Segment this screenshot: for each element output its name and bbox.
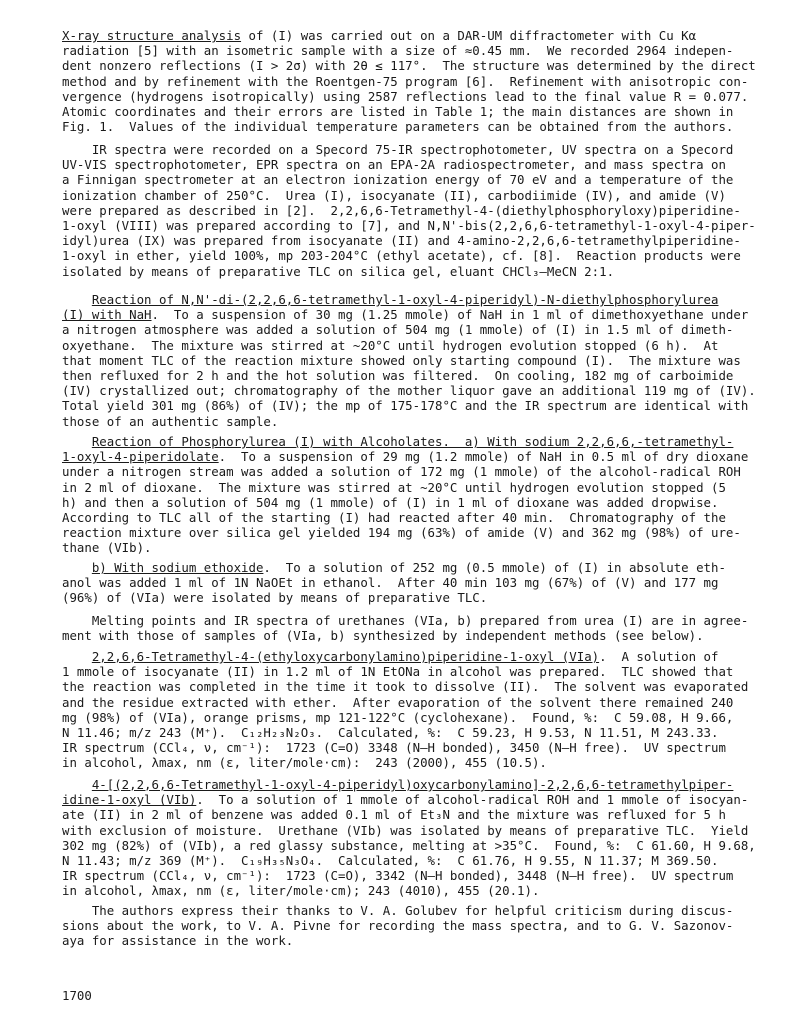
text-line (62, 495, 752, 510)
text-line (62, 157, 752, 172)
text-segment: . To a suspension of 30 mg (1.25 mmole) of NaH in 1 ml of dimethoxyethane under (151, 307, 749, 323)
text-segment: 1 mmole of isocyanate (II) in 1.2 ml of 1N EtONa in alcohol was prepared. TLC showed that (62, 664, 734, 680)
text-line (62, 628, 752, 643)
text-line (62, 434, 752, 449)
text-line (62, 755, 752, 770)
text-segment: isolated by means of preparative TLC on silica gel, eluant CHCl₃–MeCN 2:1. (62, 263, 615, 279)
text-line (62, 918, 752, 933)
text-line (62, 710, 752, 725)
text-line (62, 837, 756, 853)
text-segment: in alcohol, λmax, nm (ε, liter/mole·cm); 243 (4010), 455 (20.1). (62, 883, 540, 899)
text-segment: ionization chamber of 250°C. Urea (I), isocyanate (II), carbodiimide (IV), and amide (V) (62, 187, 726, 203)
text-line (62, 368, 752, 383)
text-line (62, 398, 752, 413)
text-line (62, 664, 752, 679)
para-compound-vib (62, 777, 756, 899)
text-segment: mg (98%) of (VIa), orange prisms, mp 121-122°C (cyclohexane). Found, %: C 59.08, H 9.66, (62, 709, 734, 725)
text-line (62, 338, 752, 353)
text-segment: thane (VIb). (62, 540, 152, 556)
text-segment: . To a solution of 252 mg (0.5 mmole) of (I) in absolute eth- (263, 560, 726, 575)
underlined-heading-text: X-ray structure analysis (62, 28, 242, 43)
text-segment: ate (II) in 2 ml of benzene was added 0.1 ml of Et₃N and the mixture was refluxed for 5 h (62, 807, 726, 823)
text-segment (62, 560, 92, 575)
text-segment: h) and then a solution of 504 mg (1 mmole) of (I) in 1 ml of dioxane was added dropwise. (62, 494, 719, 510)
text-segment: a Finnigan spectrometer at an electron ionization energy of 70 eV and a temperature of the (62, 172, 734, 188)
text-segment: vergence (hydrogens isotropically) using 2587 reflections lead to the final value R = 0.077. (62, 88, 749, 104)
para-sodium-ethoxide (62, 560, 752, 606)
text-line (62, 807, 752, 822)
text-line (62, 464, 752, 479)
text-line (62, 142, 752, 157)
text-segment: The authors express their thanks to V. A. Golubev for helpful criticism during discus- (62, 903, 734, 918)
text-segment: Atomic coordinates and their errors are listed in Table 1; the main distances are shown in (62, 104, 734, 120)
text-segment: then refluxed for 2 h and the hot solution was filtered. On cooling, 182 mg of carboimide (62, 368, 734, 384)
text-line (62, 480, 752, 495)
para-xray-analysis (62, 28, 756, 135)
text-segment: with exclusion of moisture. Urethane (VIb) was isolated by means of preparative TLC. Yield (62, 822, 749, 838)
para-spectra-methods (62, 142, 756, 279)
text-segment: 302 mg (82%) of (VIb), a red glassy substance, melting at >35°C. Found, %: C 61.60, H 9.68, (62, 837, 756, 853)
underlined-heading-text: 4-[(2,2,6,6-Tetramethyl-1-oxyl-4-piperidyl)oxycarbonylamino]-2,2,6,6-tetramethylpiper- (91, 777, 734, 792)
text-segment: a nitrogen atmosphere was added a solution of 504 mg (1 mmole) of (I) in 1.5 ml of dimeth- (62, 322, 734, 338)
text-segment: UV-VIS spectrophotometer, EPR spectra on an EPA-2A radiospectrometer, and mass spectra on (62, 157, 726, 173)
text-segment: method and by refinement with the Roentgen-75 program [6]. Refinement with anisotropic con- (62, 73, 749, 89)
para-compound-via (62, 649, 752, 771)
text-segment: of (I) was carried out on a DAR-UM diffractometer with Cu Kα (241, 28, 697, 43)
text-segment: dent nonzero reflections (I > 2σ) with 2θ ≤ 117°. The structure was determined by the direct (62, 58, 756, 74)
text-line (62, 248, 752, 263)
text-line (62, 353, 752, 368)
text-segment: those of an authentic sample. (62, 413, 279, 429)
text-segment: According to TLC all of the starting (I) had reacted after 40 min. Chromatography of the (62, 510, 726, 526)
text-segment: . To a solution of 1 mmole of alcohol-radical ROH and 1 mmole of isocyan- (196, 792, 749, 808)
text-segment: 1-oxyl in ether, yield 100%, mp 203-204°C (ethyl acetate), cf. [8]. Reaction products were (62, 248, 741, 264)
text-segment (62, 292, 92, 307)
text-line (62, 725, 752, 740)
para-reaction-nah (62, 292, 756, 429)
text-segment: radiation [5] with an isometric sample with a size of ≈0.45 mm. We recorded 2964 indepen- (62, 43, 734, 59)
text-line (62, 903, 752, 918)
text-line (62, 203, 752, 218)
text-segment: were prepared as described in [2]. 2,2,6,6-Tetramethyl-4-(diethylphosphoryloxy)piperidine- (62, 202, 741, 218)
para-acknowledgments (62, 903, 752, 949)
text-segment: idyl)urea (IX) was prepared from isocyanate (II) and 4-amino-2,2,6,6-tetramethylpiperidine- (62, 233, 741, 249)
text-line (62, 89, 752, 104)
text-line (62, 560, 752, 575)
text-line (62, 695, 752, 710)
text-line (62, 792, 752, 807)
underlined-heading-text: b) With sodium ethoxide (91, 560, 264, 575)
text-line (62, 188, 752, 203)
text-line (62, 590, 752, 605)
text-line (62, 933, 752, 948)
text-line (62, 218, 756, 234)
text-line (62, 510, 752, 525)
text-segment (62, 777, 92, 792)
text-segment: sions about the work, to V. A. Pivne for recording the mass spectra, and to G. V. Sazonov- (62, 918, 734, 934)
text-segment: . A solution of (599, 649, 719, 664)
text-line (62, 449, 752, 464)
text-segment: ment with those of samples of (VIa, b) synthesized by independent methods (see below). (62, 628, 704, 644)
text-line (62, 322, 752, 337)
text-segment: in alcohol, λmax, nm (ε, liter/mole·cm): 243 (2000), 455 (10.5). (62, 755, 547, 771)
underlined-heading-text: 1-oxyl-4-piperidolate (62, 449, 219, 465)
text-segment: Fig. 1. Values of the individual temperature parameters can be obtained from the authors. (62, 119, 734, 135)
text-segment: (IV) crystallized out; chromatography of the mother liquor gave an additional 119 mg of (IV). (62, 383, 756, 399)
text-line (62, 525, 752, 540)
text-line (62, 383, 756, 399)
text-line (62, 575, 752, 590)
page-number: 1700 (62, 988, 92, 1003)
text-segment (62, 434, 92, 449)
underlined-heading-text: Reaction of Phosphorylurea (I) with Alcoholates. a) With sodium 2,2,6,6,-tetramethyl- (91, 434, 734, 449)
text-segment: that moment TLC of the reaction mixture showed only starting compound (I). The mixture was (62, 352, 741, 368)
text-line (62, 58, 756, 74)
text-segment: IR spectrum (CCl₄, ν, cm⁻¹): 1723 (C=O) 3348 (N–H bonded), 3450 (N–H free). UV spectrum (62, 740, 726, 756)
underlined-heading-text: 2,2,6,6-Tetramethyl-4-(ethyloxycarbonylamino)piperidine-1-oxyl (VIa) (91, 649, 600, 664)
text-segment (62, 649, 92, 664)
text-line (62, 540, 752, 555)
text-line (62, 28, 752, 43)
text-segment: under a nitrogen stream was added a solution of 172 mg (1 mmole) of the alcohol-radical ROH (62, 464, 741, 480)
text-segment: N 11.46; m/z 243 (M⁺). C₁₂H₂₃N₂O₃. Calculated, %: C 59.23, H 9.53, N 11.51, M 243.33. (62, 725, 719, 741)
text-segment: anol was added 1 ml of 1N NaOEt in ethanol. After 40 min 103 mg (67%) of (V) and 177 mg (62, 575, 719, 591)
text-segment: N 11.43; m/z 369 (M⁺). C₁₉H₃₅N₃O₄. Calculated, %: C 61.76, H 9.55, N 11.37; M 369.50. (62, 853, 719, 869)
para-reaction-alcoholates (62, 434, 752, 556)
text-line (62, 649, 752, 664)
text-line (62, 868, 752, 883)
underlined-heading-text: Reaction of N,N'-di-(2,2,6,6-tetramethyl-1-oxyl-4-piperidyl)-N-diethylphosphorylurea (91, 292, 719, 307)
text-line (62, 777, 752, 792)
text-segment: IR spectrum (CCl₄, ν, cm⁻¹): 1723 (C=O), 3342 (N–H bonded), 3448 (N–H free). UV spectrum (62, 868, 734, 884)
text-segment: 1-oxyl (VIII) was prepared according to [7], and N,N'-bis(2,2,6,6-tetramethyl-1-oxyl-4-piper- (62, 218, 756, 234)
text-line (62, 853, 752, 868)
text-line (62, 43, 752, 58)
text-segment: oxyethane. The mixture was stirred at ~20°C until hydrogen evolution stopped (6 h). At (62, 337, 719, 353)
text-line (62, 172, 752, 187)
text-line (62, 74, 752, 89)
text-line (62, 264, 752, 279)
text-line (62, 119, 752, 134)
text-segment: aya for assistance in the work. (62, 933, 294, 949)
text-segment: and the residue extracted with ether. After evaporation of the solvent there remained 240 (62, 694, 734, 710)
text-line (62, 740, 752, 755)
underlined-heading-text: idine-1-oxyl (VIb) (62, 792, 197, 808)
text-segment: Total yield 301 mg (86%) of (IV); the mp of 175-178°C and the IR spectrum are identical with (62, 398, 749, 414)
text-segment: . To a suspension of 29 mg (1.2 mmole) of NaH in 0.5 ml of dry dioxane (218, 449, 749, 465)
text-line (62, 823, 752, 838)
text-segment: Melting points and IR spectra of urethanes (VIa, b) prepared from urea (I) are in agree- (62, 613, 749, 628)
text-line (62, 233, 752, 248)
text-line (62, 307, 752, 322)
underlined-heading-text: (I) with NaH (62, 307, 152, 323)
text-segment: reaction mixture over silica gel yielded 194 mg (63%) of amide (V) and 362 mg (98%) of ure- (62, 525, 741, 541)
text-segment: in 2 ml of dioxane. The mixture was stirred at ~20°C until hydrogen evolution stopped (5 (62, 479, 726, 495)
text-line (62, 292, 752, 307)
text-segment: IR spectra were recorded on a Specord 75-IR spectrophotometer, UV spectra on a Specord (62, 142, 734, 157)
text-line (62, 613, 752, 628)
para-melting-points (62, 613, 752, 643)
text-line (62, 414, 752, 429)
text-segment: the reaction was completed in the time it took to dissolve (II). The solvent was evaporated (62, 679, 749, 695)
text-segment: (96%) of (VIa) were isolated by means of preparative TLC. (62, 590, 488, 606)
text-line (62, 679, 752, 694)
text-line (62, 104, 752, 119)
text-line (62, 883, 752, 898)
